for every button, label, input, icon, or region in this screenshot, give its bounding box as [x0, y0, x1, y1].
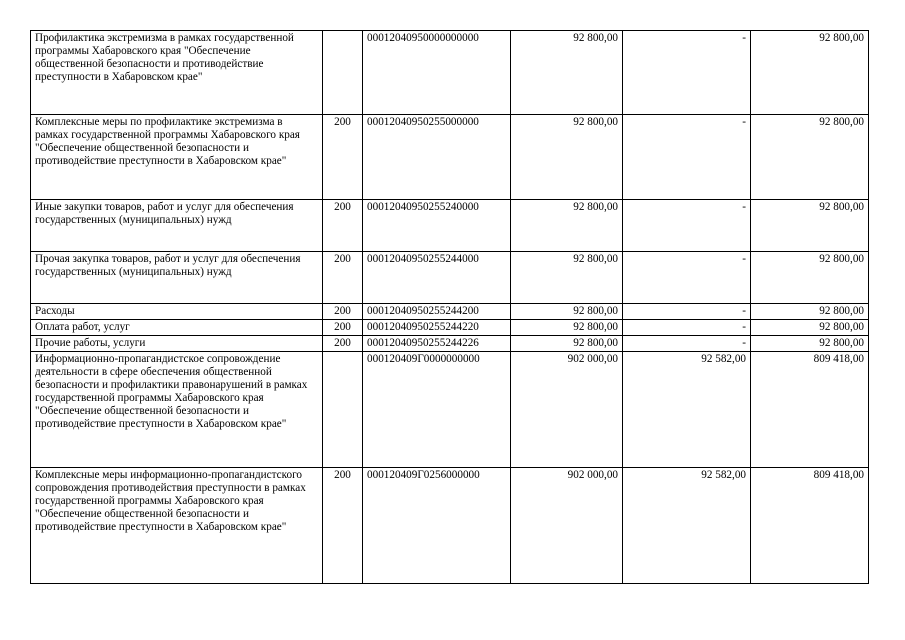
row-executed-cell: 92 582,00	[623, 352, 751, 468]
row-classification-cell: 00012040950255244226	[363, 336, 511, 352]
row-approved-cell: 92 800,00	[511, 336, 623, 352]
row-code-cell: 200	[323, 252, 363, 304]
table-row	[31, 468, 869, 584]
row-name-cell: Прочая закупка товаров, работ и услуг для обеспечения государственных (муниципальных) нужд	[31, 252, 323, 304]
row-executed-cell: -	[623, 252, 751, 304]
row-approved-cell: 92 800,00	[511, 304, 623, 320]
row-code-cell	[323, 31, 363, 115]
row-classification-cell: 00012040950255240000	[363, 200, 511, 252]
row-unexecuted-cell: 92 800,00	[751, 320, 869, 336]
row-executed-cell: -	[623, 31, 751, 115]
row-name-cell: Прочие работы, услуги	[31, 336, 323, 352]
table-row	[31, 31, 869, 115]
row-unexecuted-cell: 92 800,00	[751, 31, 869, 115]
table-row	[31, 115, 869, 200]
row-classification-cell: 00012040950255244000	[363, 252, 511, 304]
row-code-cell: 200	[323, 320, 363, 336]
table-row	[31, 200, 869, 252]
row-code-cell: 200	[323, 336, 363, 352]
table-row	[31, 336, 869, 352]
row-executed-cell: -	[623, 200, 751, 252]
table-row	[31, 304, 869, 320]
row-unexecuted-cell: 92 800,00	[751, 200, 869, 252]
row-executed-cell: -	[623, 115, 751, 200]
budget-table	[30, 30, 869, 584]
row-code-cell: 200	[323, 200, 363, 252]
row-unexecuted-cell: 92 800,00	[751, 252, 869, 304]
row-code-cell: 200	[323, 468, 363, 584]
row-classification-cell: 00012040950255000000	[363, 115, 511, 200]
row-approved-cell: 92 800,00	[511, 115, 623, 200]
row-executed-cell: 92 582,00	[623, 468, 751, 584]
row-executed-cell: -	[623, 304, 751, 320]
row-name-cell: Профилактика экстремизма в рамках государственной программы Хабаровского края "Обеспечение общественной безопасности и противодействие преступности в Хабаровском крае"	[31, 31, 323, 115]
table-row	[31, 352, 869, 468]
row-approved-cell: 902 000,00	[511, 468, 623, 584]
row-executed-cell: -	[623, 320, 751, 336]
row-approved-cell: 92 800,00	[511, 320, 623, 336]
row-code-cell	[323, 352, 363, 468]
row-classification-cell: 00012040950000000000	[363, 31, 511, 115]
row-unexecuted-cell: 92 800,00	[751, 336, 869, 352]
row-approved-cell: 92 800,00	[511, 200, 623, 252]
row-approved-cell: 92 800,00	[511, 252, 623, 304]
row-executed-cell: -	[623, 336, 751, 352]
row-name-cell: Оплата работ, услуг	[31, 320, 323, 336]
table-row	[31, 252, 869, 304]
row-unexecuted-cell: 92 800,00	[751, 304, 869, 320]
row-name-cell: Комплексные меры информационно-пропагандистского сопровождения противодействия преступности в рамках государственной программы Хабаровского края "Обеспечение общественной безопасности и противодействие преступности в Хабаровском крае"	[31, 468, 323, 584]
row-name-cell: Информационно-пропагандистское сопровождение деятельности в сфере обеспечения общественной безопасности и профилактики правонарушений в рамках государственной программы Хабаровского края "Обеспечение общественной безопасности и противодействие преступности в Хабаровском крае"	[31, 352, 323, 468]
row-classification-cell: 000120409Г0256000000	[363, 468, 511, 584]
row-unexecuted-cell: 809 418,00	[751, 352, 869, 468]
row-unexecuted-cell: 92 800,00	[751, 115, 869, 200]
row-approved-cell: 92 800,00	[511, 31, 623, 115]
row-classification-cell: 00012040950255244220	[363, 320, 511, 336]
row-unexecuted-cell: 809 418,00	[751, 468, 869, 584]
row-classification-cell: 000120409Г0000000000	[363, 352, 511, 468]
row-code-cell: 200	[323, 304, 363, 320]
row-classification-cell: 00012040950255244200	[363, 304, 511, 320]
row-code-cell: 200	[323, 115, 363, 200]
row-name-cell: Расходы	[31, 304, 323, 320]
row-name-cell: Комплексные меры по профилактике экстремизма в рамках государственной программы Хабаровского края "Обеспечение общественной безопасности и противодействие преступности в Хабаровском крае"	[31, 115, 323, 200]
row-approved-cell: 902 000,00	[511, 352, 623, 468]
row-name-cell: Иные закупки товаров, работ и услуг для обеспечения государственных (муниципальных) нужд	[31, 200, 323, 252]
table-row	[31, 320, 869, 336]
